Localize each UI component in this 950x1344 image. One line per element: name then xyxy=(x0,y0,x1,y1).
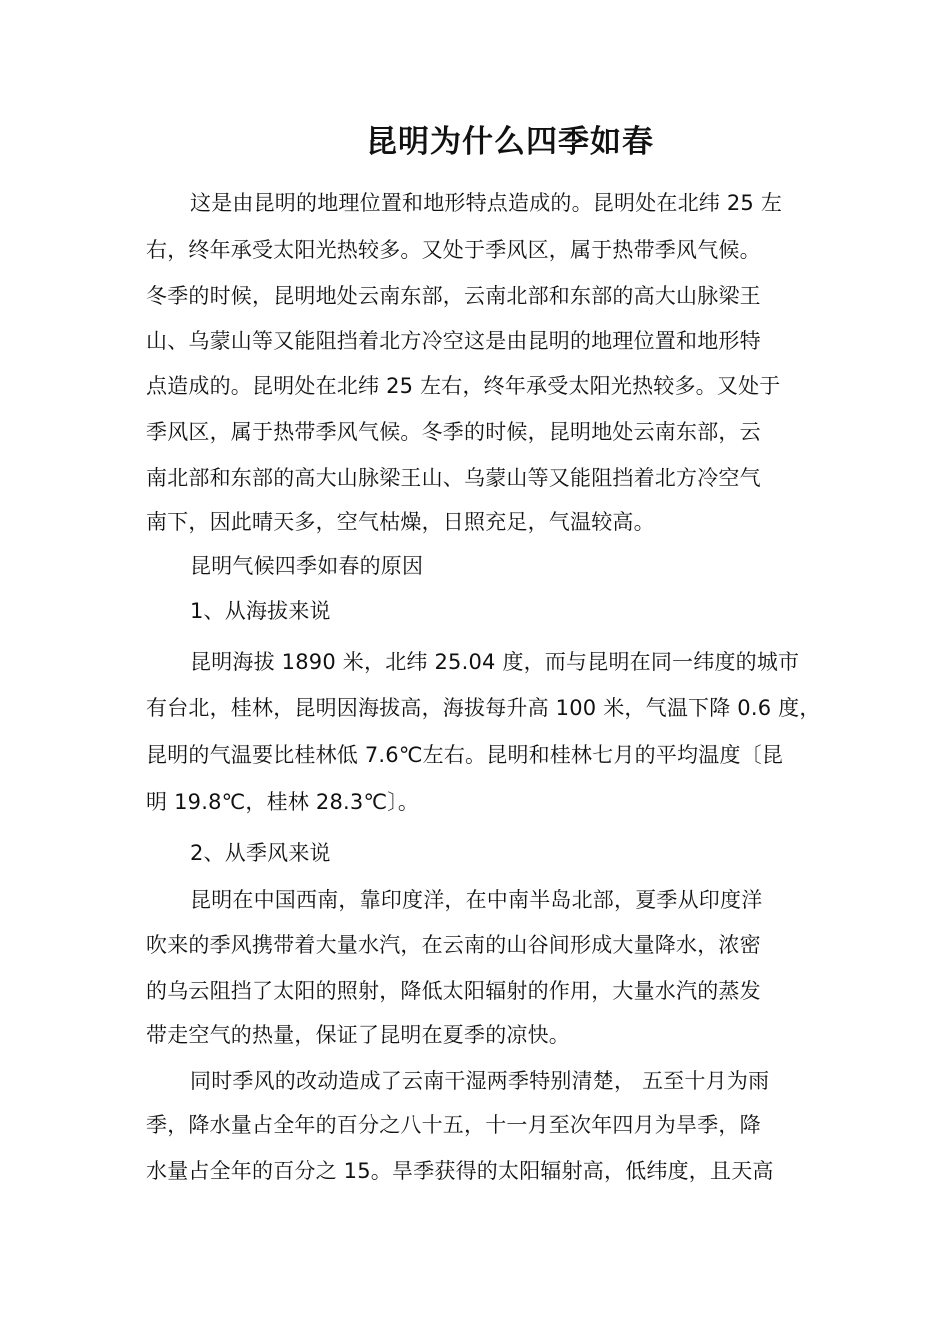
text-line: 带走空气的热量，保证了昆明在夏季的凉快。 xyxy=(146,1023,570,1047)
text-line: 吹来的季风携带着大量水汽，在云南的山谷间形成大量降水，浓密 xyxy=(146,933,761,957)
section-heading: 1、从海拔来说 xyxy=(190,599,331,623)
section-heading: 昆明气候四季如春的原因 xyxy=(190,554,424,578)
text-line: 明 19.8℃，桂林 28.3℃〕。 xyxy=(146,790,420,814)
text-line: 点造成的。昆明处在北纬 25 左右，终年承受太阳光热较多。又处于 xyxy=(146,374,781,398)
text-line: 昆明海拔 1890 米，北纬 25.04 度，而与昆明在同一纬度的城市 xyxy=(190,650,800,674)
text-line: 南下，因此晴天多，空气枯燥，日照充足，气温较高。 xyxy=(146,510,655,534)
text-line: 水量占全年的百分之 15。旱季获得的太阳辐射高，低纬度，且天高 xyxy=(146,1159,774,1183)
text-line: 季风区，属于热带季风气候。冬季的时候，昆明地处云南东部，云 xyxy=(146,420,761,444)
text-line: 昆明的气温要比桂林低 7.6℃左右。昆明和桂林七月的平均温度〔昆 xyxy=(146,743,784,767)
page-title: 昆明为什么四季如春 xyxy=(366,124,654,160)
text-line: 右，终年承受太阳光热较多。又处于季风区，属于热带季风气候。 xyxy=(146,238,761,262)
text-line: 这是由昆明的地理位置和地形特点造成的。昆明处在北纬 25 左 xyxy=(190,191,783,215)
text-line: 的乌云阻挡了太阳的照射，降低太阳辐射的作用，大量水汽的蒸发 xyxy=(146,979,761,1003)
text-line: 有台北，桂林，昆明因海拔高，海拔每升高 100 米，气温下降 0.6 度， xyxy=(146,696,821,720)
section-heading: 2、从季风来说 xyxy=(190,841,331,865)
text-line: 冬季的时候，昆明地处云南东部，云南北部和东部的高大山脉梁王 xyxy=(146,284,761,308)
text-line: 山、乌蒙山等又能阻挡着北方冷空这是由昆明的地理位置和地形特 xyxy=(146,329,761,353)
text-line: 昆明在中国西南，靠印度洋，在中南半岛北部，夏季从印度洋 xyxy=(190,888,763,912)
text-line: 同时季风的改动造成了云南干湿两季特别清楚， 五至十月为雨 xyxy=(190,1069,770,1093)
text-line: 南北部和东部的高大山脉梁王山、乌蒙山等又能阻挡着北方冷空气 xyxy=(146,466,761,490)
text-line: 季，降水量占全年的百分之八十五，十一月至次年四月为旱季，降 xyxy=(146,1113,761,1137)
